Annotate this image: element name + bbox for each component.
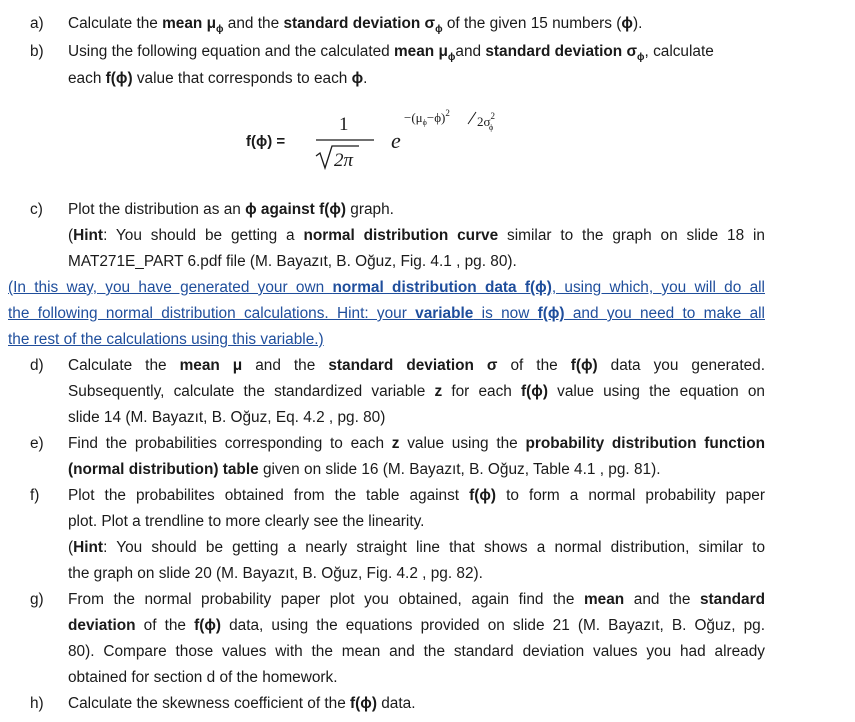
normal-table-term: (normal distribution) table: [68, 461, 259, 478]
mean-term: mean μ: [179, 357, 243, 374]
text: data, using the equations provided on slide 21 (M. Bayazıt, B. Oğuz, pg.: [220, 617, 766, 634]
normal-distribution-data-term: normal distribution data f(ϕ): [332, 279, 552, 296]
normal-distribution-curve-term: normal distribution curve: [303, 227, 499, 244]
text: Plot the distribution as an: [68, 201, 246, 218]
phi-symbol: ϕ: [351, 70, 364, 87]
item-f-line-4: the graph on slide 20 (M. Bayazıt, B. Oğuz, Fig. 4.2 , pg. 82).: [68, 565, 483, 582]
text: of the: [135, 617, 195, 634]
exp-num: −(μ: [404, 110, 423, 125]
item-b-label: b): [30, 43, 44, 60]
item-b-line-1: [68, 42, 714, 68]
text: and: [455, 43, 486, 60]
text: (In this way, you have generated your own: [8, 279, 333, 296]
text: From the normal probability paper plot you obtained, again find the: [68, 591, 584, 608]
text: Calculate the: [68, 15, 163, 32]
item-f-line-3: [68, 538, 765, 558]
text: Find the probabilities corresponding to each: [68, 435, 392, 452]
exponent-slash: [468, 112, 476, 124]
mean-term: mean μ: [394, 43, 448, 60]
phi-against-f-phi: ϕ against f(ϕ): [245, 201, 346, 218]
item-e-line-1: [68, 434, 765, 454]
item-d-line-1: [68, 356, 765, 376]
phi-subscript: ϕ: [447, 52, 456, 64]
text: and you need to make all: [564, 305, 765, 322]
f-phi: f(ϕ): [350, 695, 377, 712]
text: the following normal distribution calculations. Hint: your: [8, 305, 416, 322]
text: of the: [497, 357, 571, 374]
hint-label: Hint: [73, 539, 104, 556]
f-phi: f(ϕ): [537, 305, 565, 322]
equation-denominator: 2π: [334, 150, 354, 171]
text: Calculate the: [68, 357, 180, 374]
phi-subscript: ϕ: [216, 24, 224, 36]
text: ).: [632, 15, 643, 32]
item-d-label: d): [30, 357, 44, 374]
deviation-term: deviation: [68, 617, 136, 634]
hint-label: Hint: [73, 227, 104, 244]
note-link-line-3[interactable]: the rest of the calculations using this variable.): [8, 331, 324, 348]
item-g-line-1: [68, 590, 765, 610]
text: Subsequently, calculate the standardized variable: [68, 383, 435, 400]
text: and the: [242, 357, 329, 374]
std-term: standard deviation σ: [485, 43, 638, 60]
text: similar to the graph on slide 18 in: [498, 227, 765, 244]
equation-exponent: [404, 108, 450, 127]
text: each: [68, 70, 106, 87]
item-a-line-1: [68, 14, 642, 40]
text: (: [68, 227, 74, 244]
exp-den-sub: ϕ: [489, 123, 494, 132]
item-e-label: e): [30, 435, 44, 452]
phi-subscript: ϕ: [435, 24, 443, 36]
equation-numerator: 1: [339, 114, 349, 135]
text: (: [68, 539, 74, 556]
exp-rest: −ϕ): [426, 110, 446, 125]
std-term: standard deviation σ: [283, 15, 436, 32]
text: Plot the probabilites obtained from the table against: [68, 487, 470, 504]
f-phi: f(ϕ): [105, 70, 133, 87]
text: value that corresponds to each: [132, 70, 352, 87]
equation-base-e: e: [391, 128, 401, 153]
text: , calculate: [644, 43, 714, 60]
standard-term: standard: [700, 591, 765, 608]
variable-term: variable: [415, 305, 474, 322]
equation-lhs: f(ϕ) =: [246, 133, 286, 150]
item-d-line-2: [68, 382, 765, 402]
text: Using the following equation and the calculated: [68, 43, 394, 60]
text: data.: [376, 695, 416, 712]
item-h-line-1: [68, 694, 415, 714]
z-term: z: [434, 383, 443, 400]
item-g-label: g): [30, 591, 44, 608]
item-g-line-3: [68, 642, 765, 662]
text: : You should be getting a nearly straight line that shows a normal distribution, similar to: [103, 539, 765, 556]
text: value using the: [399, 435, 526, 452]
item-c-line-2: [68, 226, 765, 246]
f-phi: f(ϕ): [570, 357, 598, 374]
item-e-line-2: [68, 460, 660, 480]
text: 80). Compare those values with the mean and the standard deviation values you had already: [68, 643, 765, 660]
f-phi: f(ϕ): [521, 383, 548, 400]
exp-sub: ϕ: [422, 118, 427, 127]
text: and the: [624, 591, 700, 608]
item-a-label: a): [30, 15, 44, 32]
text: is now: [473, 305, 538, 322]
phi-symbol: ϕ: [621, 15, 633, 32]
f-phi: f(ϕ): [194, 617, 221, 634]
item-f-label: f): [30, 487, 40, 504]
item-b-line-2: [68, 69, 367, 89]
f-phi: f(ϕ): [469, 487, 497, 504]
text: data you generated.: [597, 357, 766, 374]
text: given on slide 16 (M. Bayazıt, B. Oğuz, Table 4.1 , pg. 81).: [258, 461, 661, 478]
pdf-term: probability distribution function: [525, 435, 765, 452]
item-c-line-3: MAT271E_PART 6.pdf file (M. Bayazıt, B. Oğuz, Fig. 4.1 , pg. 80).: [68, 253, 517, 270]
text: to form a normal probability paper: [496, 487, 765, 504]
text: of the given 15 numbers (: [442, 15, 622, 32]
item-h-label: h): [30, 695, 44, 712]
text: value using the equation on: [547, 383, 765, 400]
exp-den: 2σ: [477, 114, 491, 129]
text: Calculate the skewness coefficient of the: [68, 695, 351, 712]
item-g-line-4: obtained for section d of the homework.: [68, 669, 338, 686]
std-term: standard deviation σ: [328, 357, 498, 374]
note-link-line-2[interactable]: [8, 304, 765, 324]
text: : You should be getting a: [103, 227, 304, 244]
equation-exponent-denominator: [477, 111, 495, 132]
exp-den-sq: 2: [490, 111, 496, 121]
phi-subscript: ϕ: [637, 52, 645, 64]
text: for each: [442, 383, 522, 400]
text: graph.: [346, 201, 394, 218]
item-g-line-2: [68, 616, 765, 636]
item-f-line-2: plot. Plot a trendline to more clearly see the linearity.: [68, 513, 425, 530]
text: and the: [223, 15, 284, 32]
text: .: [363, 70, 368, 87]
z-term: z: [391, 435, 400, 452]
item-c-line-1: [68, 200, 394, 220]
item-c-label: c): [30, 201, 43, 218]
mean-term: mean: [583, 591, 625, 608]
exp-sq: 2: [445, 108, 450, 118]
note-link-line-1[interactable]: [8, 278, 765, 298]
text: , using which, you will do all: [551, 279, 765, 296]
item-d-line-3: slide 14 (M. Bayazıt, B. Oğuz, Eq. 4.2 , pg. 80): [68, 409, 386, 426]
item-f-line-1: [68, 486, 765, 506]
normal-distribution-equation: [246, 98, 566, 178]
mean-term: mean μ: [162, 15, 217, 32]
